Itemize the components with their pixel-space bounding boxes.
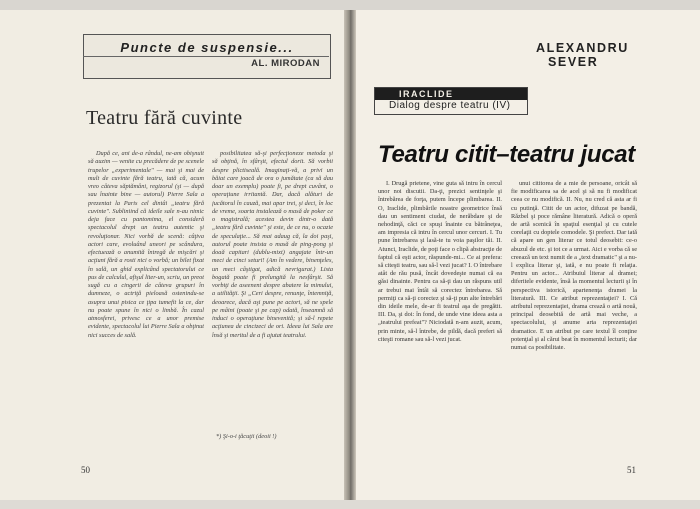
bottom-edge	[0, 500, 700, 509]
right-column-2	[511, 180, 637, 455]
iraclide-subtitle: Dialog despre teatru (IV)	[389, 100, 511, 111]
right-col2-text: unui cititorea de a mie de persoane, oricât să fie modificarea sa de acel şi să nu fi modificat ceea ce nu modifică. II. Nu, nu cred că asta ar fi cu putinţă. Citit de un actor, difuzat pe bandă, Răzbel şi poce rămâne literatură. Adică o operă de artă scenică în spaţiul esenţial şi cu cutele corelaţii cu doptele comodele. Şi prefect. Dar iată că apare un gen literar ce totul deosebit: ce-o abuzul de etc. şi tot ce a urmat. Aici e vorba că se creează un text numit de a „text dramatic" şi a nu-l explica literar şi, iată, e nu poate fi relaţia. Pentru un actor... Atribuiul literar al dramei; diferitele evidente, însă la momentul lecturii şi în perspectiva istorică, apartenenţa dramei la literatură. III. Ce atribut reprezentaţiei? I. Că atributul reprezentaţiei, drama crează o artă nouă, principal deosebită de artă mai veche, a spectacolului, şi anume arta reprezentaţiei dramatice. E un atribut pe care textul îl conţine potenţial şi al cărui beat în momentul lecturii; dar numai ca posibilitate.	[511, 180, 637, 352]
book-gutter	[344, 10, 356, 500]
left-page-number: 50	[81, 465, 90, 475]
right-page-number: 51	[627, 465, 636, 475]
left-col2-text: posibilitatea să-şi perfecţioneze metoda şi să obţină, în sfârşit, efectul dorit. Să vorbii despre plictiseală. Imaginaţi-vă, a privi un băiat care joacă de ora o jumătate (ca să dau doar un exemplu) poate fi, pe drept cuvânt, o operaţiune irritantă. Dar, dacă alături de jucătorul în cauză, mai apar trei, şi deci, în loc de vreme, soarta instalează o masă de poker ce o magistrală; acestea devin dintr-o dată „teatru fără cuvinte" şi este, de ce nu, o ocazie de speculaţie... Să mai adaug că, la doi paşi, autorul poate insista o masă de ping-pong şi doaă capitari (dublu-mixt) angajate într-un meci de cinci seturi! (Am în vedere, binenţeles, un meci câştigat, adică nevrigurat.) Lista bogată poate fi prelungită la nesfârşit. Să vorbiţi de aseenent despre abatere la mimului, a utilităţii. Şi „Ceri despre, renunţe, întemniţă, deoarece, dacă aşi pune pe actori, să ne spele pe mâini (poate şi pe cap) odată, înseamnă să induci o operaţiune binevenită; şi să-l repete acţiunea de cincizeci de ori. Ideea lui Sala are însă şi meritul de a fi ajutat teatrului.	[212, 150, 333, 339]
iraclide-label: IRACLIDE	[375, 88, 527, 100]
left-footnote: *) Şi-o-i ţăcuţii (deoii !)	[216, 433, 277, 440]
series-title: Puncte de suspensie...	[120, 40, 294, 55]
right-column-1	[378, 180, 502, 455]
right-author-first: ALEXANDRU	[536, 41, 629, 55]
left-author: AL. MIRODAN	[251, 58, 320, 69]
right-author-last: SEVER	[548, 55, 599, 69]
left-column-2	[212, 150, 333, 432]
header-rule	[83, 56, 329, 57]
right-article-title: Teatru citit–teatru jucat	[378, 141, 636, 168]
iraclide-box	[374, 87, 528, 115]
left-col1-text: După ce, ani de-a rândul, ne-am obişnuit să auzim — venite cu precădere de pe scenele trupelor „experimentale" — mai şi mai de mult de cuvinte fără teatru, iată că, acum vreo câteva săptămâni, regizorul (şi — după sau înainte bine — autorul) Pierre Sala a prezentat la Paris cel dintâi „teatru fără cuvinte". Subliniind că ideile sale n-au nimic deja face cu pantomima, el consideră spectacolul drept un teatru autentic şi revoluţionar. Nici vorbă de scenă: câţiva actori care, evoluând uneori pe scândura, efectuează o anumită întregă de mişcări şi acţiuni fără a rosti nici o vorbă; un bilet fixat în sală, un ghid explicând spectatorului ce pus de calculul, afişul liter-un, scriu, un preot sugă cu a cingerii de câteva grupuri în dumneze, o actriţă pieloasă ostenindu-se asupra unui pisica ce ţipa tumefit la ce, dar nu poate spune în nici o limbă. În cazul atmosferei, privesc ce a unor premise evidente, spectacolul lui Pierre Sala a obţinut nici succes de sală.	[88, 150, 204, 339]
left-article-title: Teatru fără cuvinte	[86, 107, 243, 129]
left-column-1	[88, 150, 204, 435]
right-col1-text: I. Drugă prietene, vine guta să intru în cercul unor noi discutii. Da-ţi, prezici sentinţele şi întrebărea de forţa, putem începe plimbarea. II. O, Iraclide, plimbările noastre geometrice însă dau un sentiment ciudat, de nerăbdare şi de nehodinţă, căci ce spuşi înainte cu bătrâneţea, am impresia că intru în cercul unor cercuri. I. Tu pune întrebarea şi lasă-te tu voia paşilor tăi. II. Atunci, Iraclide, de poţi face o clipă abstracţie de faptul că eşti actor, răspunde-mi... Ce ai prefera: să citeşti teatru, sau să-l vezi jucat? I. O întrebare atât de rău pusă, încât dovedeşte numai că ea găsi dinainte. Pentru ca să-ţi dau un răspuns util ar trebui mai întâi să corectez întrebarea. Să permiţi ca să-ţi corectez şi să-ţi pun alte întrebări din ideile mele, de-ar fi teatrul aşa de pregătit. III. Da, şi doi: în fond, de unde vine ideea asta a „teatrului prefeat"? Niciodată n-am auzit, acum, prin minte, să-l întrebe, de pildă, dacă preferi să citeşti romane sau să-l vezi jucat.	[378, 180, 502, 343]
